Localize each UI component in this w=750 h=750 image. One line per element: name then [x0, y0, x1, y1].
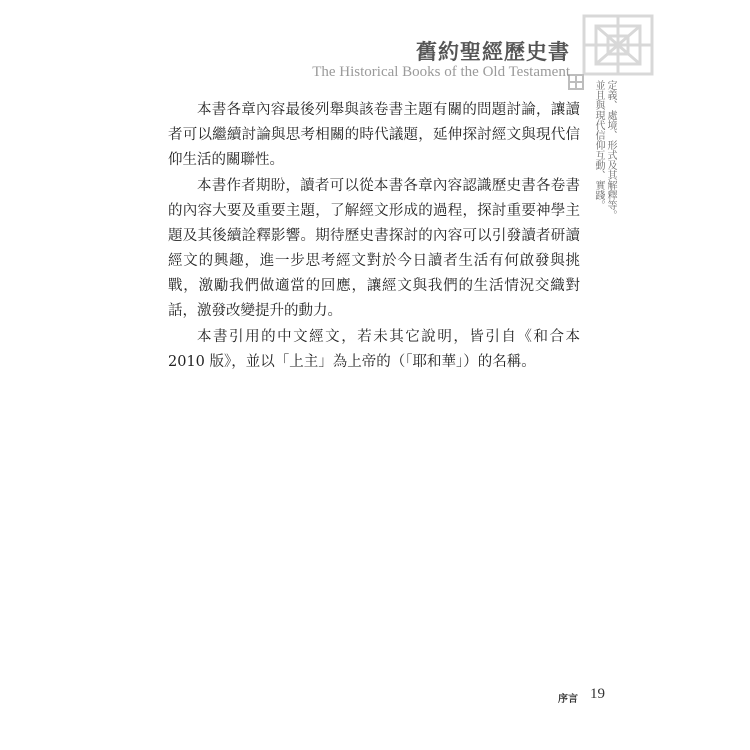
paragraph: 本書引用的中文經文，若未其它說明，皆引自《和合本 2010 版》，並以「上主」為上帝的（「耶和華」）的名稱。: [168, 329, 580, 370]
side-note-1: 定義、處境、形式及其解釋等。: [605, 80, 616, 220]
footer-section-label: 序言: [558, 694, 578, 705]
side-note-2: 並且與現代信仰互動、實踐。: [593, 80, 604, 210]
book-subtitle: The Historical Books of the Old Testament: [312, 64, 570, 80]
body-text: [168, 98, 580, 376]
paragraph: 本書各章內容最後列舉與該卷書主題有關的問題討論，讓讀者可以繼續討論與思考相關的時代議題，延伸探討經文與現代信仰生活的關聯性。: [168, 102, 580, 168]
paragraph: 本書作者期盼，讀者可以從本書各章內容認識歷史書各卷書的內容大要及重要主題，了解經文形成的過程，探討重要神學主題及其後續詮釋影響。期待歷史書探討的內容可以引發讀者研讀經文的興趣，進一步思考經文對於今日讀者生活有何啟發與挑戰，激勵我們做適當的回應，讓經文與我們的生活情況交織對話，激發改變提升的動力。: [168, 178, 580, 319]
lattice-ornament-icon: [578, 10, 658, 80]
book-title: 舊約聖經歷史書: [416, 39, 570, 64]
page-number: 19: [590, 686, 605, 702]
